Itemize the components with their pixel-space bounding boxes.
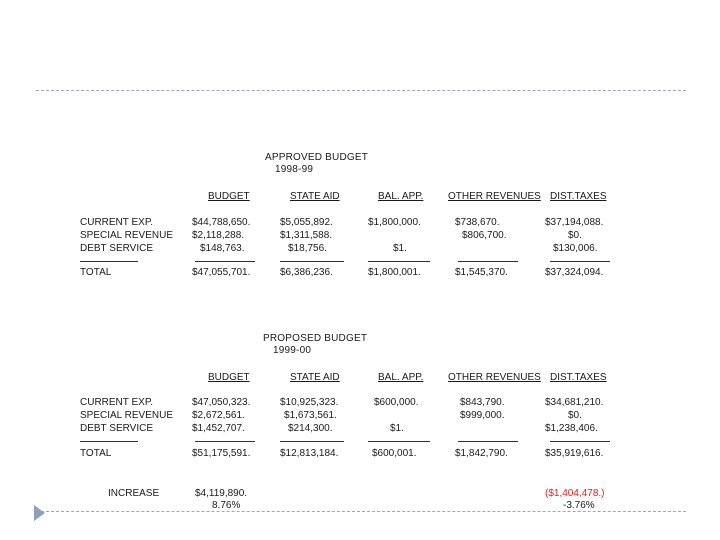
cell-budget: $2,672,561.	[192, 410, 245, 421]
cell-dist-taxes: $0.	[568, 230, 582, 241]
proposed-header-row	[0, 371, 720, 384]
header-state-aid: STATE AID	[290, 372, 340, 383]
cell-bal-app: $1.	[390, 423, 404, 434]
row-label: DEBT SERVICE	[80, 423, 153, 434]
cell-dist-taxes: $37,324,094.	[545, 267, 604, 278]
header-other-revenues: OTHER REVENUES	[448, 191, 541, 202]
cell-budget: $44,788,650.	[192, 217, 251, 228]
cell-state-aid: $214,300.	[288, 423, 333, 434]
row-label: SPECIAL REVENUE	[80, 230, 173, 241]
cell-other-revenues: $999,000.	[460, 410, 505, 421]
cell-state-aid: $5,055,892.	[280, 217, 333, 228]
increase-budget-percent: 8.76%	[212, 500, 241, 511]
increase-budget-amount: $4,119,890.	[195, 488, 248, 499]
increase-taxes-percent: -3.76%	[563, 500, 595, 511]
approved-title-text: APPROVED BUDGET	[265, 152, 369, 163]
proposed-budget-title	[263, 333, 367, 357]
cell-dist-taxes: $34,681,210.	[545, 397, 604, 408]
cell-budget: $51,175,591.	[192, 448, 251, 459]
increase-label: INCREASE	[108, 488, 160, 499]
header-bal-app: BAL. APP.	[378, 372, 424, 383]
header-budget: BUDGET	[208, 191, 250, 202]
rule-line	[458, 441, 518, 442]
cell-other-revenues: $843,790.	[460, 397, 505, 408]
approved-header-row	[0, 190, 720, 203]
table-row	[0, 396, 720, 409]
proposed-year: 1999-00	[273, 345, 312, 356]
cell-state-aid: $18,756.	[288, 243, 327, 254]
row-label: CURRENT EXP.	[80, 217, 153, 228]
header-other-revenues: OTHER REVENUES	[448, 372, 541, 383]
cell-dist-taxes: $37,194,088.	[545, 217, 604, 228]
row-label: DEBT SERVICE	[80, 243, 153, 254]
rule-line	[550, 261, 610, 262]
cell-dist-taxes: $1,238,406.	[545, 423, 598, 434]
rule-line	[368, 441, 430, 442]
header-state-aid: STATE AID	[290, 191, 340, 202]
table-row	[0, 216, 720, 229]
header-dist-taxes: DIST.TAXES	[550, 191, 607, 202]
bullet-arrow-icon	[34, 505, 45, 521]
approved-budget-title	[265, 152, 368, 176]
rule-line	[458, 261, 518, 262]
header-bal-app: BAL. APP.	[378, 191, 424, 202]
proposed-title-text: PROPOSED BUDGET	[263, 333, 368, 344]
table-row	[0, 409, 720, 422]
cell-dist-taxes: $35,919,616.	[545, 448, 604, 459]
cell-bal-app: $600,000.	[374, 397, 419, 408]
header-budget: BUDGET	[208, 372, 250, 383]
rule-line	[368, 261, 430, 262]
cell-budget: $148,763.	[200, 243, 245, 254]
cell-other-revenues: $738,670.	[455, 217, 500, 228]
cell-other-revenues: $1,545,370.	[455, 267, 508, 278]
row-label: TOTAL	[80, 448, 112, 459]
cell-budget: $2,118,288.	[192, 230, 245, 241]
approved-year: 1998-99	[275, 164, 314, 175]
rule-line	[280, 441, 344, 442]
cell-bal-app: $1,800,001.	[368, 267, 421, 278]
row-label: TOTAL	[80, 267, 112, 278]
increase-taxes-amount: ($1,404,478.)	[545, 488, 605, 499]
cell-other-revenues: $806,700.	[462, 230, 507, 241]
proposed-total-row	[0, 447, 720, 460]
cell-budget: $1,452,707.	[192, 423, 245, 434]
cell-other-revenues: $1,842,790.	[455, 448, 508, 459]
cell-dist-taxes: $0.	[568, 410, 582, 421]
cell-bal-app: $1.	[393, 243, 407, 254]
bottom-dashed-divider	[36, 511, 686, 512]
cell-budget: $47,050,323.	[192, 397, 251, 408]
row-label: CURRENT EXP.	[80, 397, 153, 408]
cell-dist-taxes: $130,006.	[553, 243, 598, 254]
header-dist-taxes: DIST.TAXES	[550, 372, 607, 383]
rule-line	[80, 261, 138, 262]
cell-bal-app: $600,001.	[372, 448, 417, 459]
cell-state-aid: $6,386,236.	[280, 267, 333, 278]
cell-state-aid: $12,813,184.	[280, 448, 339, 459]
cell-bal-app: $1,800,000.	[368, 217, 421, 228]
rule-line	[550, 441, 610, 442]
cell-state-aid: $1,311,588.	[280, 230, 333, 241]
cell-state-aid: $1,673,561.	[284, 410, 337, 421]
cell-budget: $47,055,701.	[192, 267, 251, 278]
rule-line	[280, 261, 344, 262]
rule-line	[195, 441, 255, 442]
top-dashed-divider	[36, 90, 686, 91]
proposed-rule-row	[0, 434, 720, 447]
cell-state-aid: $10,925,323.	[280, 397, 339, 408]
rule-line	[80, 441, 138, 442]
table-row	[0, 229, 720, 242]
approved-total-row	[0, 266, 720, 279]
rule-line	[195, 261, 255, 262]
row-label: SPECIAL REVENUE	[80, 410, 173, 421]
